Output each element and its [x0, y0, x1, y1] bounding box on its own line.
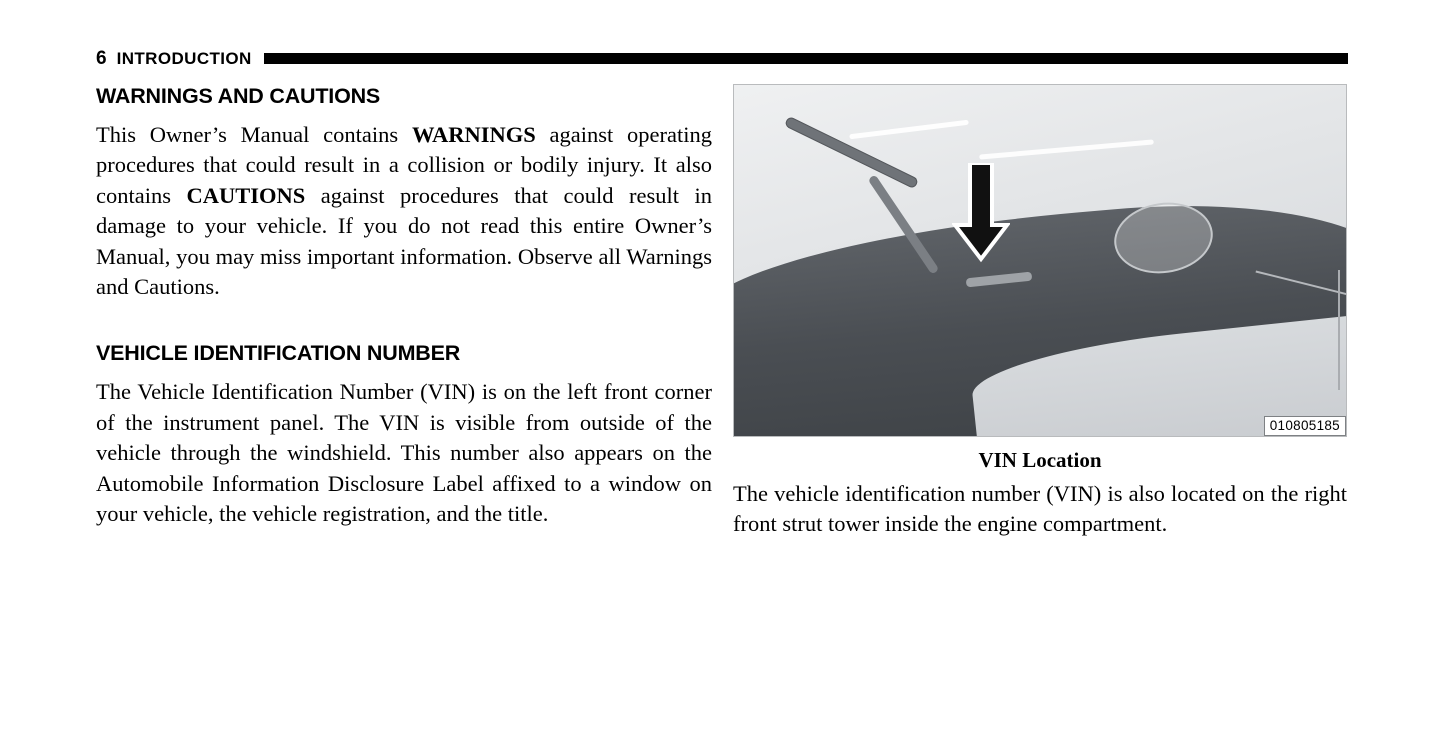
paragraph-text-segment: against procedures that could result in damage to your vehicle. If you do not read this entire Owner’s Manual, you may miss important information. Observe all Warnings and Cautions.	[96, 182, 712, 300]
page-header	[96, 46, 1348, 70]
section-title: INTRODUCTION	[116, 48, 252, 68]
heading-vehicle-identification-number: VEHICLE IDENTIFICATION NUMBER	[96, 341, 461, 366]
paragraph-vehicle-identification-number: The Vehicle Identification Number (VIN) is on the left front corner of the instrument panel. The VIN is visible from outside of the vehicle through the windshield. This number also appears on the Automobile Information Disclosure Label affixed to a window on your vehicle, the vehicle registration, and the title.	[96, 379, 712, 527]
header-rule	[264, 53, 1348, 64]
vin-location-illustration	[733, 84, 1347, 437]
left-column	[96, 84, 712, 529]
paragraph-warnings-and-cautions	[96, 120, 712, 302]
bold-warnings: WARNINGS	[411, 122, 536, 147]
figure-image-code: 010805185	[1264, 416, 1346, 436]
right-column	[733, 84, 1347, 540]
figure-caption: VIN Location	[978, 448, 1102, 472]
pillar-line-icon	[1338, 270, 1340, 390]
heading-warnings-and-cautions: WARNINGS AND CAUTIONS	[96, 84, 381, 108]
bold-cautions: CAUTIONS	[186, 182, 306, 208]
paragraph-text-segment: This Owner’s Manual contains	[96, 122, 412, 147]
paragraph-text-segment: against operating procedures that could result in a collision or bodily injury. It also contains	[96, 122, 712, 208]
down-arrow-icon	[952, 163, 1010, 263]
page-number: 6	[96, 47, 107, 69]
figure-vin-location	[733, 84, 1347, 473]
paragraph-vin-strut-tower: The vehicle identification number (VIN) is also located on the right front strut tower inside the engine compartment.	[733, 481, 1347, 537]
